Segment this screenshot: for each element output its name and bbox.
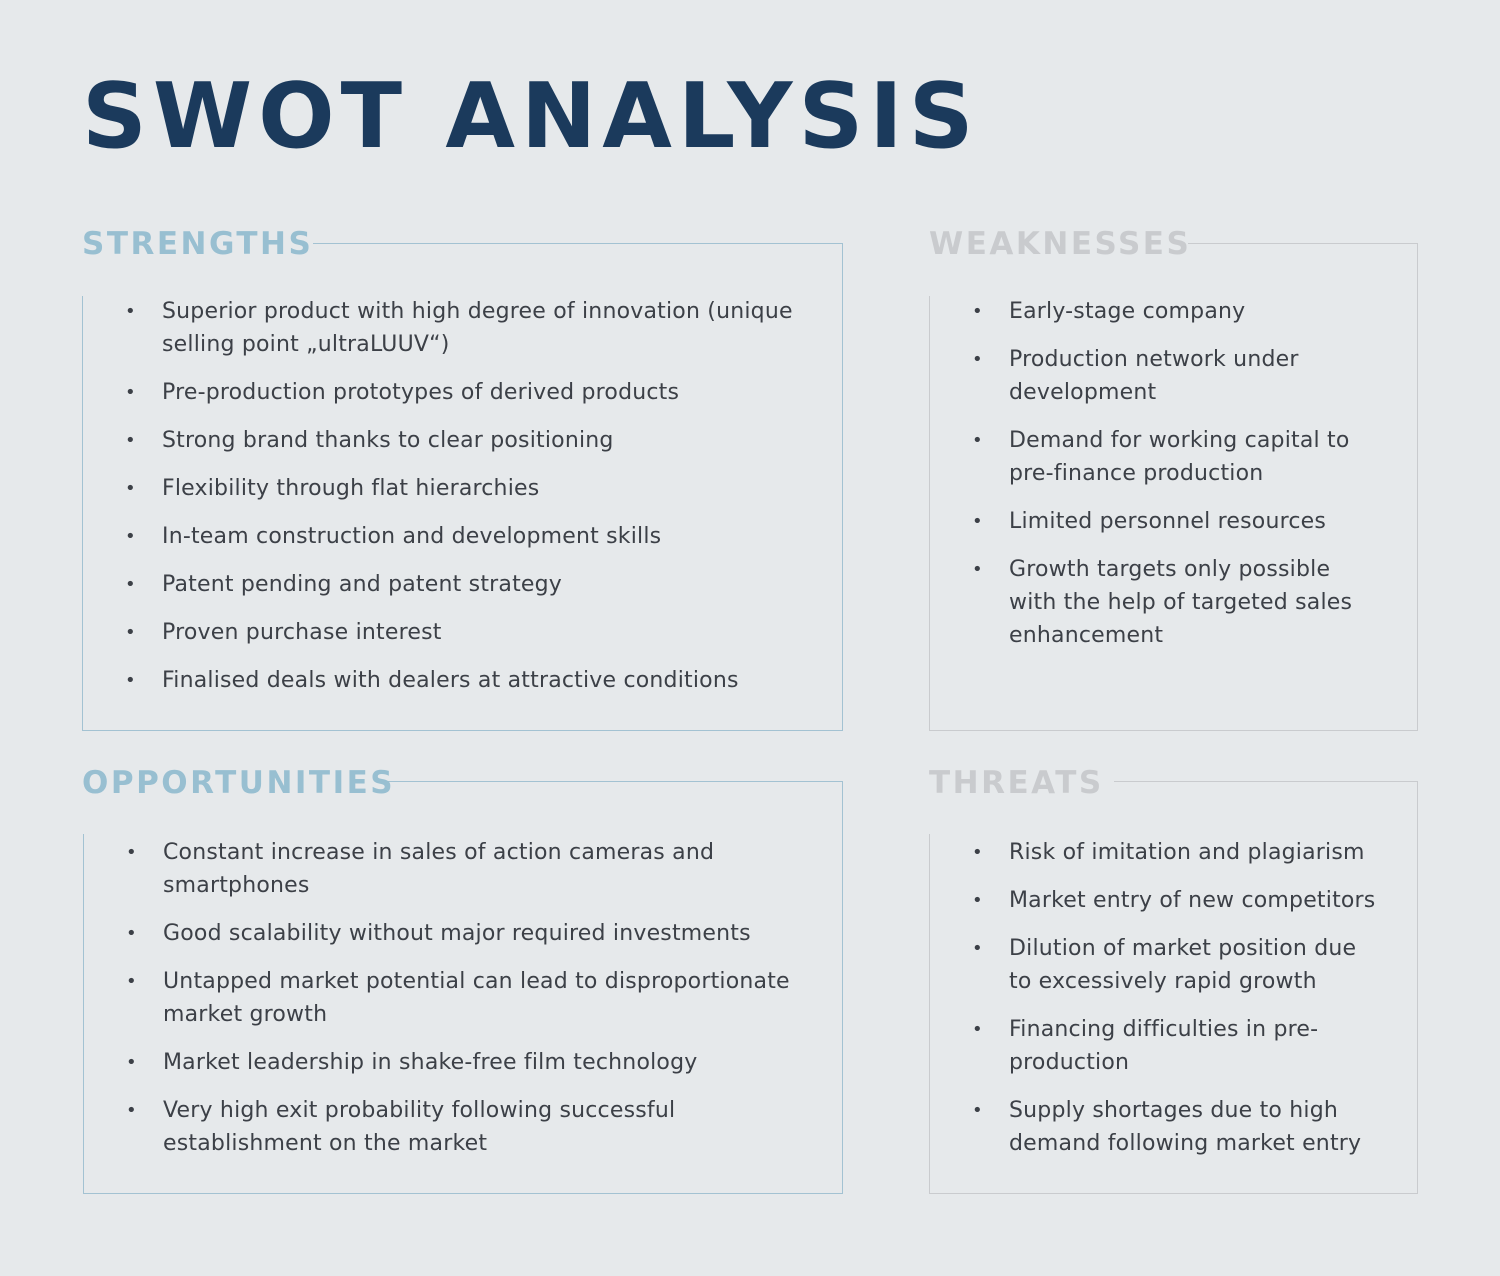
bullet-icon: • <box>126 1052 137 1073</box>
list-item <box>929 505 1374 538</box>
list-item <box>82 472 802 505</box>
list-item <box>82 520 802 553</box>
list-item-text: Pre-production prototypes of derived products <box>162 380 680 405</box>
list-item-text: Flexibility through flat hierarchies <box>162 476 540 501</box>
list-item <box>83 836 803 902</box>
list-item-text: Good scalability without major required investments <box>163 921 751 946</box>
list-item-text: Finalised deals with dealers at attractive conditions <box>162 668 739 693</box>
list-item-text: Market leadership in shake-free film technology <box>163 1050 698 1075</box>
bullet-icon: • <box>125 574 136 595</box>
list-item <box>83 965 803 1031</box>
bullet-icon: • <box>972 890 983 911</box>
list-item-text: Strong brand thanks to clear positioning <box>162 428 614 453</box>
list-item <box>83 1094 803 1160</box>
list-item-text: Untapped market potential can lead to disproportionate market growth <box>163 969 790 1027</box>
list-item <box>929 836 1384 869</box>
list-item-text: Dilution of market position due to excessively rapid growth <box>1009 936 1357 994</box>
bullet-icon: • <box>972 559 983 580</box>
list-item <box>929 343 1374 409</box>
list-item <box>929 884 1384 917</box>
bullet-icon: • <box>125 526 136 547</box>
list-item-text: Proven purchase interest <box>162 620 442 645</box>
list-item-text: Limited personnel resources <box>1009 509 1327 534</box>
bullet-icon: • <box>125 622 136 643</box>
bullet-icon: • <box>972 511 983 532</box>
bullet-icon: • <box>125 382 136 403</box>
list-item <box>82 295 802 361</box>
bullet-icon: • <box>125 430 136 451</box>
page-title: SWOT ANALYSIS <box>82 64 980 169</box>
weaknesses-heading: WEAKNESSES <box>929 226 1192 262</box>
strengths-heading: STRENGTHS <box>82 226 314 262</box>
list-item <box>82 616 802 649</box>
bullet-icon: • <box>126 971 137 992</box>
bullet-icon: • <box>125 670 136 691</box>
list-item <box>929 295 1374 328</box>
opportunities-list <box>83 836 803 1175</box>
list-item <box>82 664 802 697</box>
strengths-list <box>82 295 802 712</box>
bullet-icon: • <box>126 842 137 863</box>
bullet-icon: • <box>126 1100 137 1121</box>
list-item-text: Patent pending and patent strategy <box>162 572 563 597</box>
list-item-text: Market entry of new competitors <box>1009 888 1376 913</box>
list-item <box>82 376 802 409</box>
bullet-icon: • <box>125 301 136 322</box>
list-item <box>929 553 1374 652</box>
bullet-icon: • <box>125 478 136 499</box>
list-item <box>929 932 1384 998</box>
list-item <box>929 1094 1384 1160</box>
list-item-text: Growth targets only possible with the help of targeted sales enhancement <box>1009 557 1353 648</box>
bullet-icon: • <box>972 1019 983 1040</box>
threats-list <box>929 836 1384 1175</box>
opportunities-heading: OPPORTUNITIES <box>82 765 396 801</box>
list-item-text: Financing difficulties in pre-production <box>1009 1017 1319 1075</box>
list-item-text: In-team construction and development skills <box>162 524 662 549</box>
weaknesses-list <box>929 295 1374 667</box>
bullet-icon: • <box>972 430 983 451</box>
bullet-icon: • <box>126 923 137 944</box>
bullet-icon: • <box>972 301 983 322</box>
list-item-text: Demand for working capital to pre-finance production <box>1009 428 1350 486</box>
list-item <box>82 424 802 457</box>
list-item-text: Constant increase in sales of action cameras and smartphones <box>163 840 715 898</box>
list-item-text: Risk of imitation and plagiarism <box>1009 840 1365 865</box>
list-item-text: Production network under development <box>1009 347 1299 405</box>
list-item-text: Early-stage company <box>1009 299 1246 324</box>
list-item <box>82 568 802 601</box>
list-item <box>83 917 803 950</box>
list-item <box>929 424 1374 490</box>
bullet-icon: • <box>972 1100 983 1121</box>
bullet-icon: • <box>972 938 983 959</box>
list-item <box>929 1013 1384 1079</box>
threats-heading: THREATS <box>929 765 1104 801</box>
list-item-text: Supply shortages due to high demand following market entry <box>1009 1098 1362 1156</box>
bullet-icon: • <box>972 842 983 863</box>
list-item <box>83 1046 803 1079</box>
bullet-icon: • <box>972 349 983 370</box>
list-item-text: Superior product with high degree of innovation (unique selling point „ultraLUUV“) <box>162 299 793 357</box>
list-item-text: Very high exit probability following successful establishment on the market <box>163 1098 676 1156</box>
